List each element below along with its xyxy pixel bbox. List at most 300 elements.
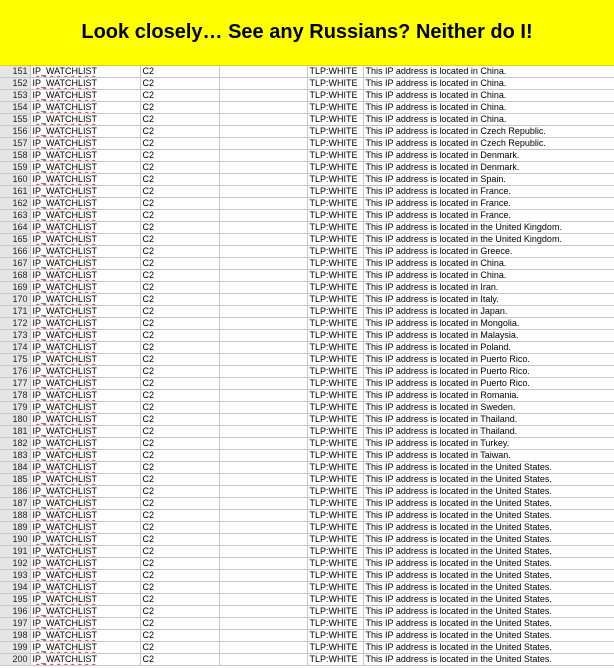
row-number[interactable]: 178 — [0, 390, 30, 402]
row-number[interactable]: 170 — [0, 294, 30, 306]
cell-description[interactable]: This IP address is located in the United States. — [363, 474, 614, 486]
cell-empty[interactable] — [219, 486, 307, 498]
cell-empty[interactable] — [219, 594, 307, 606]
cell-tlp[interactable]: TLP:WHITE — [307, 486, 363, 498]
cell-indicator-type[interactable]: IP_WATCHLIST — [30, 606, 140, 618]
cell-description[interactable]: This IP address is located in the United States. — [363, 606, 614, 618]
cell-category[interactable]: C2 — [140, 102, 219, 114]
cell-category[interactable]: C2 — [140, 126, 219, 138]
cell-tlp[interactable]: TLP:WHITE — [307, 150, 363, 162]
cell-category[interactable]: C2 — [140, 510, 219, 522]
cell-tlp[interactable]: TLP:WHITE — [307, 198, 363, 210]
cell-category[interactable]: C2 — [140, 294, 219, 306]
row-number[interactable]: 168 — [0, 270, 30, 282]
cell-description[interactable]: This IP address is located in France. — [363, 198, 614, 210]
spreadsheet-grid[interactable] — [0, 66, 614, 668]
row-number[interactable]: 155 — [0, 114, 30, 126]
cell-tlp[interactable]: TLP:WHITE — [307, 210, 363, 222]
cell-description[interactable]: This IP address is located in the United States. — [363, 498, 614, 510]
cell-empty[interactable] — [219, 162, 307, 174]
cell-category[interactable]: C2 — [140, 486, 219, 498]
cell-indicator-type[interactable]: IP_WATCHLIST — [30, 594, 140, 606]
row-number[interactable]: 173 — [0, 330, 30, 342]
cell-empty[interactable] — [219, 462, 307, 474]
cell-category[interactable]: C2 — [140, 558, 219, 570]
cell-description[interactable]: This IP address is located in Czech Republic. — [363, 126, 614, 138]
cell-category[interactable]: C2 — [140, 234, 219, 246]
row-number[interactable]: 184 — [0, 462, 30, 474]
cell-description[interactable]: This IP address is located in China. — [363, 258, 614, 270]
cell-indicator-type[interactable]: IP_WATCHLIST — [30, 438, 140, 450]
cell-description[interactable]: This IP address is located in France. — [363, 210, 614, 222]
cell-empty[interactable] — [219, 354, 307, 366]
cell-indicator-type[interactable]: IP_WATCHLIST — [30, 270, 140, 282]
cell-empty[interactable] — [219, 582, 307, 594]
cell-tlp[interactable]: TLP:WHITE — [307, 426, 363, 438]
row-number[interactable]: 187 — [0, 498, 30, 510]
row-number[interactable]: 169 — [0, 282, 30, 294]
row-number[interactable]: 159 — [0, 162, 30, 174]
cell-empty[interactable] — [219, 378, 307, 390]
cell-tlp[interactable]: TLP:WHITE — [307, 294, 363, 306]
cell-category[interactable]: C2 — [140, 246, 219, 258]
row-number[interactable]: 165 — [0, 234, 30, 246]
row-number[interactable]: 160 — [0, 174, 30, 186]
cell-category[interactable]: C2 — [140, 474, 219, 486]
cell-description[interactable]: This IP address is located in Spain. — [363, 174, 614, 186]
cell-tlp[interactable]: TLP:WHITE — [307, 270, 363, 282]
row-number[interactable]: 176 — [0, 366, 30, 378]
cell-empty[interactable] — [219, 66, 307, 78]
cell-empty[interactable] — [219, 78, 307, 90]
cell-tlp[interactable]: TLP:WHITE — [307, 498, 363, 510]
cell-empty[interactable] — [219, 414, 307, 426]
cell-empty[interactable] — [219, 522, 307, 534]
cell-description[interactable]: This IP address is located in China. — [363, 102, 614, 114]
row-number[interactable]: 172 — [0, 318, 30, 330]
cell-description[interactable]: This IP address is located in Puerto Rico. — [363, 354, 614, 366]
cell-indicator-type[interactable]: IP_WATCHLIST — [30, 342, 140, 354]
cell-empty[interactable] — [219, 450, 307, 462]
row-number[interactable]: 156 — [0, 126, 30, 138]
cell-indicator-type[interactable]: IP_WATCHLIST — [30, 258, 140, 270]
cell-empty[interactable] — [219, 366, 307, 378]
cell-empty[interactable] — [219, 426, 307, 438]
cell-indicator-type[interactable]: IP_WATCHLIST — [30, 654, 140, 666]
cell-empty[interactable] — [219, 102, 307, 114]
cell-tlp[interactable]: TLP:WHITE — [307, 162, 363, 174]
cell-indicator-type[interactable]: IP_WATCHLIST — [30, 366, 140, 378]
cell-category[interactable]: C2 — [140, 222, 219, 234]
cell-empty[interactable] — [219, 546, 307, 558]
row-number[interactable]: 175 — [0, 354, 30, 366]
cell-indicator-type[interactable]: IP_WATCHLIST — [30, 354, 140, 366]
cell-category[interactable]: C2 — [140, 414, 219, 426]
cell-category[interactable]: C2 — [140, 438, 219, 450]
cell-tlp[interactable]: TLP:WHITE — [307, 234, 363, 246]
cell-empty[interactable] — [219, 186, 307, 198]
row-number[interactable]: 157 — [0, 138, 30, 150]
row-number[interactable]: 183 — [0, 450, 30, 462]
cell-empty[interactable] — [219, 90, 307, 102]
cell-indicator-type[interactable]: IP_WATCHLIST — [30, 462, 140, 474]
cell-tlp[interactable]: TLP:WHITE — [307, 126, 363, 138]
row-number[interactable]: 162 — [0, 198, 30, 210]
cell-empty[interactable] — [219, 498, 307, 510]
cell-description[interactable]: This IP address is located in China. — [363, 90, 614, 102]
row-number[interactable]: 194 — [0, 582, 30, 594]
cell-category[interactable]: C2 — [140, 342, 219, 354]
row-number[interactable]: 193 — [0, 570, 30, 582]
cell-description[interactable]: This IP address is located in the United Kingdom. — [363, 222, 614, 234]
cell-indicator-type[interactable]: IP_WATCHLIST — [30, 546, 140, 558]
cell-description[interactable]: This IP address is located in France. — [363, 186, 614, 198]
cell-empty[interactable] — [219, 126, 307, 138]
cell-category[interactable]: C2 — [140, 630, 219, 642]
cell-empty[interactable] — [219, 282, 307, 294]
cell-category[interactable]: C2 — [140, 450, 219, 462]
cell-empty[interactable] — [219, 654, 307, 666]
row-number[interactable]: 171 — [0, 306, 30, 318]
cell-tlp[interactable]: TLP:WHITE — [307, 558, 363, 570]
row-number[interactable]: 174 — [0, 342, 30, 354]
cell-indicator-type[interactable]: IP_WATCHLIST — [30, 126, 140, 138]
cell-tlp[interactable]: TLP:WHITE — [307, 186, 363, 198]
cell-empty[interactable] — [219, 438, 307, 450]
row-number[interactable]: 154 — [0, 102, 30, 114]
cell-empty[interactable] — [219, 558, 307, 570]
cell-description[interactable]: This IP address is located in Malaysia. — [363, 330, 614, 342]
cell-description[interactable]: This IP address is located in the United States. — [363, 618, 614, 630]
cell-empty[interactable] — [219, 210, 307, 222]
cell-indicator-type[interactable]: IP_WATCHLIST — [30, 426, 140, 438]
cell-tlp[interactable]: TLP:WHITE — [307, 66, 363, 78]
cell-empty[interactable] — [219, 150, 307, 162]
cell-tlp[interactable]: TLP:WHITE — [307, 654, 363, 666]
cell-empty[interactable] — [219, 474, 307, 486]
cell-indicator-type[interactable]: IP_WATCHLIST — [30, 582, 140, 594]
cell-indicator-type[interactable]: IP_WATCHLIST — [30, 330, 140, 342]
row-number[interactable]: 186 — [0, 486, 30, 498]
cell-category[interactable]: C2 — [140, 570, 219, 582]
cell-category[interactable]: C2 — [140, 306, 219, 318]
cell-category[interactable]: C2 — [140, 150, 219, 162]
row-number[interactable]: 166 — [0, 246, 30, 258]
cell-indicator-type[interactable]: IP_WATCHLIST — [30, 90, 140, 102]
cell-indicator-type[interactable]: IP_WATCHLIST — [30, 486, 140, 498]
cell-tlp[interactable]: TLP:WHITE — [307, 438, 363, 450]
cell-description[interactable]: This IP address is located in Poland. — [363, 342, 614, 354]
cell-description[interactable]: This IP address is located in the United States. — [363, 510, 614, 522]
row-number[interactable]: 161 — [0, 186, 30, 198]
cell-description[interactable]: This IP address is located in Taiwan. — [363, 450, 614, 462]
row-number[interactable]: 163 — [0, 210, 30, 222]
cell-description[interactable]: This IP address is located in Turkey. — [363, 438, 614, 450]
cell-category[interactable]: C2 — [140, 546, 219, 558]
cell-indicator-type[interactable]: IP_WATCHLIST — [30, 522, 140, 534]
cell-description[interactable]: This IP address is located in the United States. — [363, 558, 614, 570]
cell-description[interactable]: This IP address is located in the United States. — [363, 486, 614, 498]
cell-tlp[interactable]: TLP:WHITE — [307, 258, 363, 270]
cell-category[interactable]: C2 — [140, 606, 219, 618]
cell-indicator-type[interactable]: IP_WATCHLIST — [30, 294, 140, 306]
row-number[interactable]: 197 — [0, 618, 30, 630]
cell-tlp[interactable]: TLP:WHITE — [307, 318, 363, 330]
cell-description[interactable]: This IP address is located in China. — [363, 78, 614, 90]
row-number[interactable]: 181 — [0, 426, 30, 438]
row-number[interactable]: 158 — [0, 150, 30, 162]
cell-description[interactable]: This IP address is located in Denmark. — [363, 162, 614, 174]
cell-indicator-type[interactable]: IP_WATCHLIST — [30, 114, 140, 126]
row-number[interactable]: 153 — [0, 90, 30, 102]
cell-description[interactable]: This IP address is located in Sweden. — [363, 402, 614, 414]
cell-indicator-type[interactable]: IP_WATCHLIST — [30, 246, 140, 258]
cell-description[interactable]: This IP address is located in the United States. — [363, 630, 614, 642]
cell-description[interactable]: This IP address is located in the United States. — [363, 534, 614, 546]
cell-empty[interactable] — [219, 174, 307, 186]
cell-description[interactable]: This IP address is located in Romania. — [363, 390, 614, 402]
row-number[interactable]: 200 — [0, 654, 30, 666]
cell-description[interactable]: This IP address is located in the United States. — [363, 654, 614, 666]
cell-tlp[interactable]: TLP:WHITE — [307, 306, 363, 318]
cell-indicator-type[interactable]: IP_WATCHLIST — [30, 558, 140, 570]
cell-tlp[interactable]: TLP:WHITE — [307, 246, 363, 258]
cell-indicator-type[interactable]: IP_WATCHLIST — [30, 642, 140, 654]
row-number[interactable]: 188 — [0, 510, 30, 522]
cell-empty[interactable] — [219, 294, 307, 306]
cell-description[interactable]: This IP address is located in the United States. — [363, 582, 614, 594]
row-number[interactable]: 151 — [0, 66, 30, 78]
cell-category[interactable]: C2 — [140, 210, 219, 222]
row-number[interactable]: 177 — [0, 378, 30, 390]
cell-description[interactable]: This IP address is located in Thailand. — [363, 426, 614, 438]
cell-tlp[interactable]: TLP:WHITE — [307, 402, 363, 414]
row-number[interactable]: 180 — [0, 414, 30, 426]
cell-empty[interactable] — [219, 642, 307, 654]
row-number[interactable]: 182 — [0, 438, 30, 450]
row-number[interactable]: 179 — [0, 402, 30, 414]
cell-category[interactable]: C2 — [140, 174, 219, 186]
cell-tlp[interactable]: TLP:WHITE — [307, 78, 363, 90]
cell-tlp[interactable]: TLP:WHITE — [307, 642, 363, 654]
cell-indicator-type[interactable]: IP_WATCHLIST — [30, 498, 140, 510]
cell-description[interactable]: This IP address is located in the United States. — [363, 546, 614, 558]
cell-empty[interactable] — [219, 630, 307, 642]
cell-category[interactable]: C2 — [140, 66, 219, 78]
cell-category[interactable]: C2 — [140, 78, 219, 90]
cell-indicator-type[interactable]: IP_WATCHLIST — [30, 150, 140, 162]
cell-empty[interactable] — [219, 258, 307, 270]
cell-empty[interactable] — [219, 342, 307, 354]
cell-tlp[interactable]: TLP:WHITE — [307, 618, 363, 630]
cell-category[interactable]: C2 — [140, 390, 219, 402]
cell-indicator-type[interactable]: IP_WATCHLIST — [30, 414, 140, 426]
cell-indicator-type[interactable]: IP_WATCHLIST — [30, 210, 140, 222]
cell-indicator-type[interactable]: IP_WATCHLIST — [30, 534, 140, 546]
cell-empty[interactable] — [219, 222, 307, 234]
cell-category[interactable]: C2 — [140, 582, 219, 594]
cell-description[interactable]: This IP address is located in China. — [363, 66, 614, 78]
cell-category[interactable]: C2 — [140, 270, 219, 282]
row-number[interactable]: 167 — [0, 258, 30, 270]
cell-tlp[interactable]: TLP:WHITE — [307, 546, 363, 558]
cell-tlp[interactable]: TLP:WHITE — [307, 630, 363, 642]
cell-tlp[interactable]: TLP:WHITE — [307, 378, 363, 390]
cell-category[interactable]: C2 — [140, 114, 219, 126]
cell-indicator-type[interactable]: IP_WATCHLIST — [30, 222, 140, 234]
cell-empty[interactable] — [219, 318, 307, 330]
cell-category[interactable]: C2 — [140, 378, 219, 390]
cell-category[interactable]: C2 — [140, 618, 219, 630]
cell-description[interactable]: This IP address is located in China. — [363, 270, 614, 282]
cell-tlp[interactable]: TLP:WHITE — [307, 390, 363, 402]
cell-empty[interactable] — [219, 402, 307, 414]
cell-tlp[interactable]: TLP:WHITE — [307, 582, 363, 594]
cell-category[interactable]: C2 — [140, 90, 219, 102]
cell-indicator-type[interactable]: IP_WATCHLIST — [30, 378, 140, 390]
cell-tlp[interactable]: TLP:WHITE — [307, 354, 363, 366]
cell-empty[interactable] — [219, 510, 307, 522]
row-number[interactable]: 192 — [0, 558, 30, 570]
cell-description[interactable]: This IP address is located in China. — [363, 114, 614, 126]
cell-empty[interactable] — [219, 270, 307, 282]
cell-indicator-type[interactable]: IP_WATCHLIST — [30, 618, 140, 630]
cell-category[interactable]: C2 — [140, 498, 219, 510]
cell-category[interactable]: C2 — [140, 162, 219, 174]
cell-description[interactable]: This IP address is located in Puerto Rico. — [363, 378, 614, 390]
cell-description[interactable]: This IP address is located in the United Kingdom. — [363, 234, 614, 246]
cell-description[interactable]: This IP address is located in Puerto Rico. — [363, 366, 614, 378]
cell-tlp[interactable]: TLP:WHITE — [307, 90, 363, 102]
cell-description[interactable]: This IP address is located in the United States. — [363, 462, 614, 474]
cell-empty[interactable] — [219, 198, 307, 210]
cell-indicator-type[interactable]: IP_WATCHLIST — [30, 162, 140, 174]
cell-category[interactable]: C2 — [140, 198, 219, 210]
cell-indicator-type[interactable]: IP_WATCHLIST — [30, 306, 140, 318]
cell-category[interactable]: C2 — [140, 462, 219, 474]
cell-tlp[interactable]: TLP:WHITE — [307, 342, 363, 354]
cell-category[interactable]: C2 — [140, 282, 219, 294]
cell-tlp[interactable]: TLP:WHITE — [307, 510, 363, 522]
row-number[interactable]: 190 — [0, 534, 30, 546]
cell-category[interactable]: C2 — [140, 642, 219, 654]
cell-tlp[interactable]: TLP:WHITE — [307, 366, 363, 378]
cell-category[interactable]: C2 — [140, 138, 219, 150]
cell-empty[interactable] — [219, 234, 307, 246]
cell-empty[interactable] — [219, 618, 307, 630]
cell-indicator-type[interactable]: IP_WATCHLIST — [30, 474, 140, 486]
cell-tlp[interactable]: TLP:WHITE — [307, 594, 363, 606]
row-number[interactable]: 185 — [0, 474, 30, 486]
cell-indicator-type[interactable]: IP_WATCHLIST — [30, 282, 140, 294]
cell-category[interactable]: C2 — [140, 426, 219, 438]
cell-empty[interactable] — [219, 330, 307, 342]
cell-indicator-type[interactable]: IP_WATCHLIST — [30, 570, 140, 582]
cell-empty[interactable] — [219, 246, 307, 258]
cell-empty[interactable] — [219, 534, 307, 546]
cell-indicator-type[interactable]: IP_WATCHLIST — [30, 174, 140, 186]
cell-indicator-type[interactable]: IP_WATCHLIST — [30, 450, 140, 462]
cell-description[interactable]: This IP address is located in Japan. — [363, 306, 614, 318]
cell-category[interactable]: C2 — [140, 594, 219, 606]
cell-indicator-type[interactable]: IP_WATCHLIST — [30, 234, 140, 246]
cell-tlp[interactable]: TLP:WHITE — [307, 222, 363, 234]
cell-description[interactable]: This IP address is located in Denmark. — [363, 150, 614, 162]
cell-indicator-type[interactable]: IP_WATCHLIST — [30, 78, 140, 90]
cell-tlp[interactable]: TLP:WHITE — [307, 606, 363, 618]
cell-tlp[interactable]: TLP:WHITE — [307, 114, 363, 126]
cell-tlp[interactable]: TLP:WHITE — [307, 570, 363, 582]
cell-tlp[interactable]: TLP:WHITE — [307, 138, 363, 150]
cell-category[interactable]: C2 — [140, 522, 219, 534]
cell-indicator-type[interactable]: IP_WATCHLIST — [30, 102, 140, 114]
cell-indicator-type[interactable]: IP_WATCHLIST — [30, 630, 140, 642]
row-number[interactable]: 152 — [0, 78, 30, 90]
cell-tlp[interactable]: TLP:WHITE — [307, 102, 363, 114]
cell-indicator-type[interactable]: IP_WATCHLIST — [30, 318, 140, 330]
cell-indicator-type[interactable]: IP_WATCHLIST — [30, 510, 140, 522]
cell-category[interactable]: C2 — [140, 258, 219, 270]
cell-description[interactable]: This IP address is located in Greece. — [363, 246, 614, 258]
cell-category[interactable]: C2 — [140, 330, 219, 342]
row-number[interactable]: 191 — [0, 546, 30, 558]
cell-indicator-type[interactable]: IP_WATCHLIST — [30, 138, 140, 150]
cell-description[interactable]: This IP address is located in Italy. — [363, 294, 614, 306]
row-number[interactable]: 196 — [0, 606, 30, 618]
cell-description[interactable]: This IP address is located in the United States. — [363, 522, 614, 534]
cell-description[interactable]: This IP address is located in Mongolia. — [363, 318, 614, 330]
row-number[interactable]: 198 — [0, 630, 30, 642]
cell-tlp[interactable]: TLP:WHITE — [307, 174, 363, 186]
cell-tlp[interactable]: TLP:WHITE — [307, 462, 363, 474]
cell-category[interactable]: C2 — [140, 654, 219, 666]
row-number[interactable]: 189 — [0, 522, 30, 534]
cell-category[interactable]: C2 — [140, 402, 219, 414]
row-number[interactable]: 164 — [0, 222, 30, 234]
cell-indicator-type[interactable]: IP_WATCHLIST — [30, 186, 140, 198]
cell-empty[interactable] — [219, 138, 307, 150]
cell-description[interactable]: This IP address is located in the United States. — [363, 594, 614, 606]
cell-tlp[interactable]: TLP:WHITE — [307, 534, 363, 546]
cell-description[interactable]: This IP address is located in the United States. — [363, 642, 614, 654]
cell-indicator-type[interactable]: IP_WATCHLIST — [30, 198, 140, 210]
cell-indicator-type[interactable]: IP_WATCHLIST — [30, 66, 140, 78]
cell-tlp[interactable]: TLP:WHITE — [307, 450, 363, 462]
cell-category[interactable]: C2 — [140, 534, 219, 546]
cell-indicator-type[interactable]: IP_WATCHLIST — [30, 390, 140, 402]
cell-category[interactable]: C2 — [140, 366, 219, 378]
cell-category[interactable]: C2 — [140, 354, 219, 366]
cell-tlp[interactable]: TLP:WHITE — [307, 522, 363, 534]
cell-empty[interactable] — [219, 570, 307, 582]
cell-empty[interactable] — [219, 114, 307, 126]
row-number[interactable]: 199 — [0, 642, 30, 654]
cell-indicator-type[interactable]: IP_WATCHLIST — [30, 402, 140, 414]
row-number[interactable]: 195 — [0, 594, 30, 606]
cell-description[interactable]: This IP address is located in Iran. — [363, 282, 614, 294]
cell-empty[interactable] — [219, 390, 307, 402]
cell-description[interactable]: This IP address is located in the United States. — [363, 570, 614, 582]
cell-tlp[interactable]: TLP:WHITE — [307, 474, 363, 486]
cell-empty[interactable] — [219, 306, 307, 318]
cell-category[interactable]: C2 — [140, 318, 219, 330]
cell-empty[interactable] — [219, 606, 307, 618]
cell-description[interactable]: This IP address is located in Czech Republic. — [363, 138, 614, 150]
cell-description[interactable]: This IP address is located in Thailand. — [363, 414, 614, 426]
cell-category[interactable]: C2 — [140, 186, 219, 198]
cell-tlp[interactable]: TLP:WHITE — [307, 330, 363, 342]
cell-tlp[interactable]: TLP:WHITE — [307, 414, 363, 426]
